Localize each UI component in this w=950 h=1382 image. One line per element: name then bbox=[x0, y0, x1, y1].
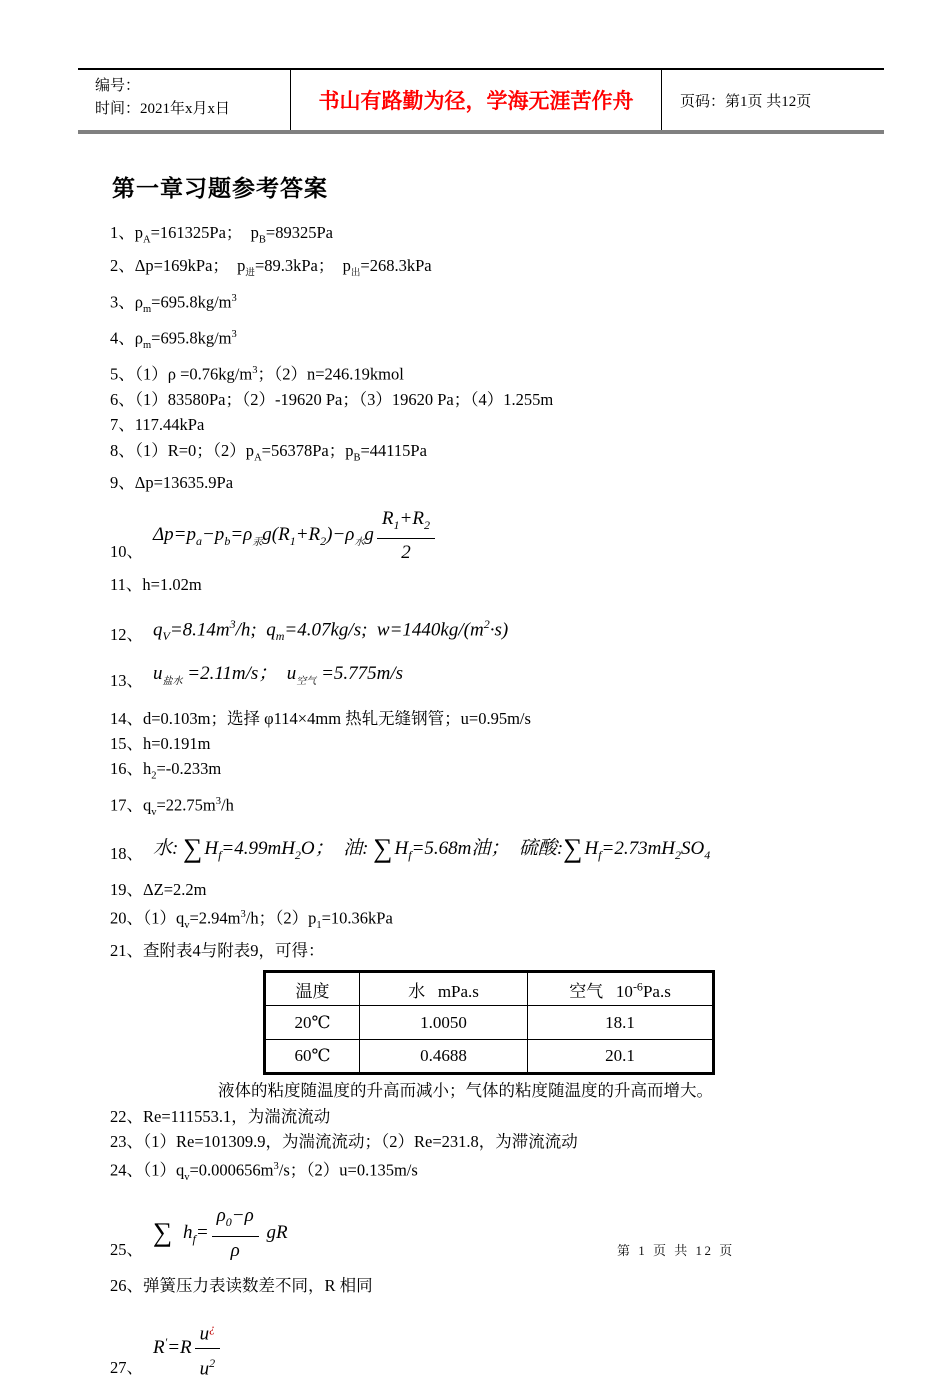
r-prime-base: R bbox=[153, 1336, 165, 1358]
serial-number-field: 编号： bbox=[95, 78, 141, 94]
answer-line-19: 19、ΔZ=2.2m bbox=[110, 879, 207, 899]
table-header-row bbox=[265, 972, 714, 1006]
answer-line-27 bbox=[110, 1315, 870, 1382]
error-mark-glyph: ¿ bbox=[209, 1320, 216, 1335]
cell-water-value: 0.4688 bbox=[360, 1040, 528, 1074]
formula-left-part: $\Delta p=p_a-p_b=\rho_汞g(R_1+R_2)-\rho_水g$ bbox=[153, 524, 374, 549]
fraction bbox=[377, 506, 435, 567]
header-air-viscosity: 空气 $10^{-6}Pa.s$ bbox=[528, 972, 714, 1006]
answer-line-20: 20、$(1)q_v=2.94m^3/h$；$(2)p_1=10.36kPa$ bbox=[110, 908, 393, 931]
answer-line-3: 3、$\rho_m=695.8kg/m^3$ bbox=[110, 292, 237, 315]
equals-r: =R bbox=[167, 1336, 192, 1358]
viscosity-note: 液体的粘度随温度的升高而减小；气体的粘度随温度的升高而增大。 bbox=[218, 1081, 713, 1101]
header-left-cell bbox=[78, 70, 290, 130]
answer-line-25 bbox=[110, 1203, 870, 1264]
cell-air-value: 18.1 bbox=[528, 1006, 714, 1040]
header-info-box bbox=[78, 68, 884, 134]
answer-line-7: 7、117.44kPa bbox=[110, 415, 205, 435]
table-row bbox=[265, 1040, 714, 1074]
item-number-13: 13、 bbox=[110, 670, 143, 690]
header-temperature: 温度 bbox=[265, 972, 360, 1006]
page-number-field: 页码：第1页 共12页 bbox=[680, 93, 812, 110]
answer-line-5: 5、$(1)\rho =0.76kg/m^3$；（2）n=246.19kmol bbox=[110, 364, 404, 384]
answer-line-12 bbox=[110, 611, 870, 649]
reading-ratio-formula bbox=[153, 1315, 223, 1382]
answer-line-9: 9、Δp=13635.9Pa bbox=[110, 473, 234, 493]
cell-air-value: 20.1 bbox=[528, 1040, 714, 1074]
head-loss-formula: 水: $\sum H_f=4.99mH_2O$； 油: $\sum H_f=5.68m$油； 硫酸$:\sum H_f=2.73mH_2SO_4$ bbox=[153, 832, 711, 863]
formula-left-part: ∑ $h_f=$ bbox=[153, 1217, 209, 1248]
item-number-18: 18、 bbox=[110, 843, 143, 863]
item-number-12: 12、 bbox=[110, 624, 143, 644]
answer-line-6: 6、（1）83580Pa；（2）-19620 Pa；（3）19620 Pa；（4）1.255m bbox=[110, 390, 554, 410]
answer-line-13 bbox=[110, 661, 870, 695]
answer-line-23: 23、（1）Re=101309.9，为湍流流动；（2）Re=231.8，为滞流流动 bbox=[110, 1132, 578, 1152]
date-field: 时间：2021年x月x日 bbox=[95, 101, 231, 117]
friction-loss-formula bbox=[153, 1203, 288, 1264]
fraction-numerator bbox=[195, 1315, 221, 1349]
motto-text: 书山有路勤为径，学海无涯苦作舟 bbox=[290, 70, 662, 130]
velocity-formula: $u_{盐水} =2.11m/s$； $u_{空气} =5.775m/s$ bbox=[153, 662, 404, 687]
answer-line-11: 11、h=1.02m bbox=[110, 575, 202, 595]
cell-temperature: 20℃ bbox=[265, 1006, 360, 1040]
chapter-title: 第一章习题参考答案 bbox=[112, 175, 328, 201]
answer-line-18 bbox=[110, 832, 870, 868]
fraction-denominator: ρ bbox=[230, 1240, 240, 1262]
header-water-viscosity: 水 mPa.s bbox=[360, 972, 528, 1006]
answer-line-26: 26、弹簧压力表读数差不同，R 相同 bbox=[110, 1276, 373, 1296]
answer-line-24: 24、$(1)q_v=0.000656m^3/s$；（2）u=0.135m/s bbox=[110, 1160, 418, 1184]
answer-line-10 bbox=[110, 506, 870, 567]
answer-line-15: 15、h=0.191m bbox=[110, 733, 211, 753]
item-number-25: 25、 bbox=[110, 1240, 143, 1260]
flow-rate-formula: $q_V=8.14m^3/h$; $q_m=4.07kg/s$; $w=1440kg/(m^2\cdot s)$ bbox=[153, 616, 509, 643]
answer-line-1: 1、$p_A=161325Pa$； $p_B=89325Pa$ bbox=[110, 223, 333, 246]
cell-water-value: 1.0050 bbox=[360, 1006, 528, 1040]
document-body bbox=[110, 140, 870, 1382]
answer-line-14: 14、d=0.103m；选择 φ114×4mm 热轧无缝钢管；u=0.95m/s bbox=[110, 708, 531, 728]
numerator-base: u bbox=[199, 1322, 210, 1344]
answer-line-4: 4、$\rho_m=695.8kg/m^3$ bbox=[110, 328, 237, 352]
fraction-numerator: $R_1+R_2$ bbox=[377, 506, 435, 540]
fraction bbox=[212, 1203, 259, 1264]
answer-line-21: 21、查附表4与附表9，可得： bbox=[110, 941, 325, 961]
item-number-10: 10、 bbox=[110, 542, 143, 562]
answer-line-8: 8、（1）R=0；$(2)p_A=56378Pa$；$p_B=44115Pa$ bbox=[110, 440, 427, 464]
fraction-numerator: $\rho_0-\rho$ bbox=[212, 1203, 259, 1237]
fraction-denominator: 2 bbox=[401, 542, 411, 564]
fraction-denominator: $u^2$ bbox=[199, 1355, 216, 1380]
pressure-difference-formula bbox=[153, 506, 438, 567]
page-footer: 第 1 页 共 12 页 bbox=[617, 1243, 735, 1258]
formula-right-part: gR bbox=[261, 1222, 288, 1244]
item-number-27: 27、 bbox=[110, 1358, 143, 1378]
table-row bbox=[265, 1006, 714, 1040]
fraction bbox=[195, 1315, 221, 1382]
cell-temperature: 60℃ bbox=[265, 1040, 360, 1074]
answer-line-17: 17、$q_v=22.75m^3/h$ bbox=[110, 795, 234, 818]
answer-line-2: 2、Δp=169kPa； $p_进=89.3kPa$； $p_出=268.3kPa$ bbox=[110, 255, 432, 278]
viscosity-table bbox=[263, 970, 715, 1075]
answer-line-16: 16、$h_2=-0.233m$ bbox=[110, 759, 222, 782]
prime-mark: ' bbox=[164, 1334, 168, 1349]
answer-line-22: 22、Re=111553.1，为湍流流动 bbox=[110, 1106, 331, 1126]
